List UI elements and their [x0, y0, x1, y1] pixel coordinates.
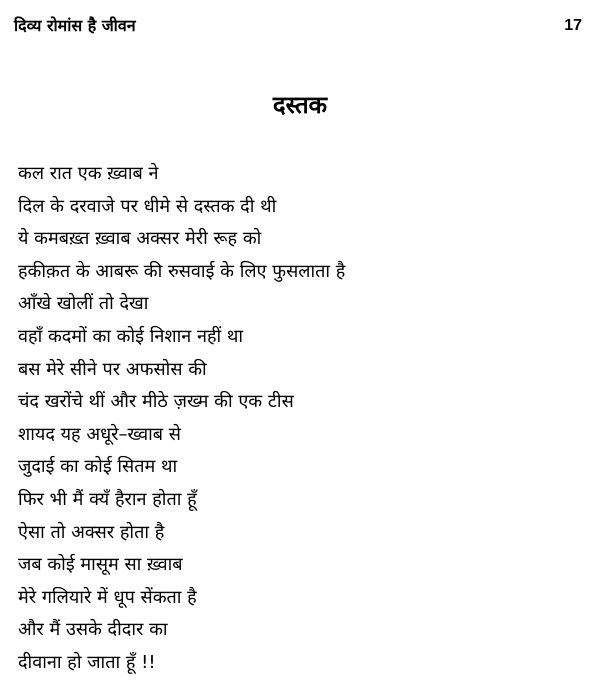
poem-line: आँखे खोलीं तो देखा [18, 293, 149, 315]
poem-line: जब कोई मासूम सा ख़्वाब [18, 554, 183, 576]
poem-line: फिर भी मैं क्यँ हैरान होता हूँ [18, 488, 197, 510]
poem-line: ये कमबख़्त ख़्वाब अक्सर मेरी रूह को [18, 228, 262, 250]
poem-line: ऐसा तो अक्सर होता है [18, 521, 165, 543]
poem-line: शायद यह अधूरे–ख्वाब से [18, 423, 181, 445]
poem-line: बस मेरे सीने पर अफसोस की [18, 358, 207, 380]
poem-line: कल रात एक ख़्वाब ने [18, 163, 159, 184]
poem-title: दस्तक [272, 91, 328, 119]
poem-line: दीवाना हो जाता हूँ !! [18, 651, 156, 673]
poem-line: दिल के दरवाजे पर धीमे से दस्तक दी थी [18, 195, 277, 217]
poem-line: जुदाई का कोई सितम था [18, 456, 178, 478]
poem-line: हकीक़त के आबरू की रुसवाई के लिए फुसलाता है [18, 260, 346, 282]
poem-line: और मैं उसके दीदार का [18, 619, 168, 641]
running-header-book-title: दिव्य रोमांस है जीवन [14, 16, 136, 35]
poem-body [18, 158, 588, 680]
poem-line: वहाँ कदमों का कोई निशान नहीं था [18, 325, 244, 347]
poem-line: चंद खरोंचे थीं और मीठे ज़ख्म की एक टीस [18, 391, 294, 413]
poem-line: मेरे गलियारे में धूप सेंकता है [18, 586, 197, 608]
page-number: 17 [564, 17, 582, 34]
